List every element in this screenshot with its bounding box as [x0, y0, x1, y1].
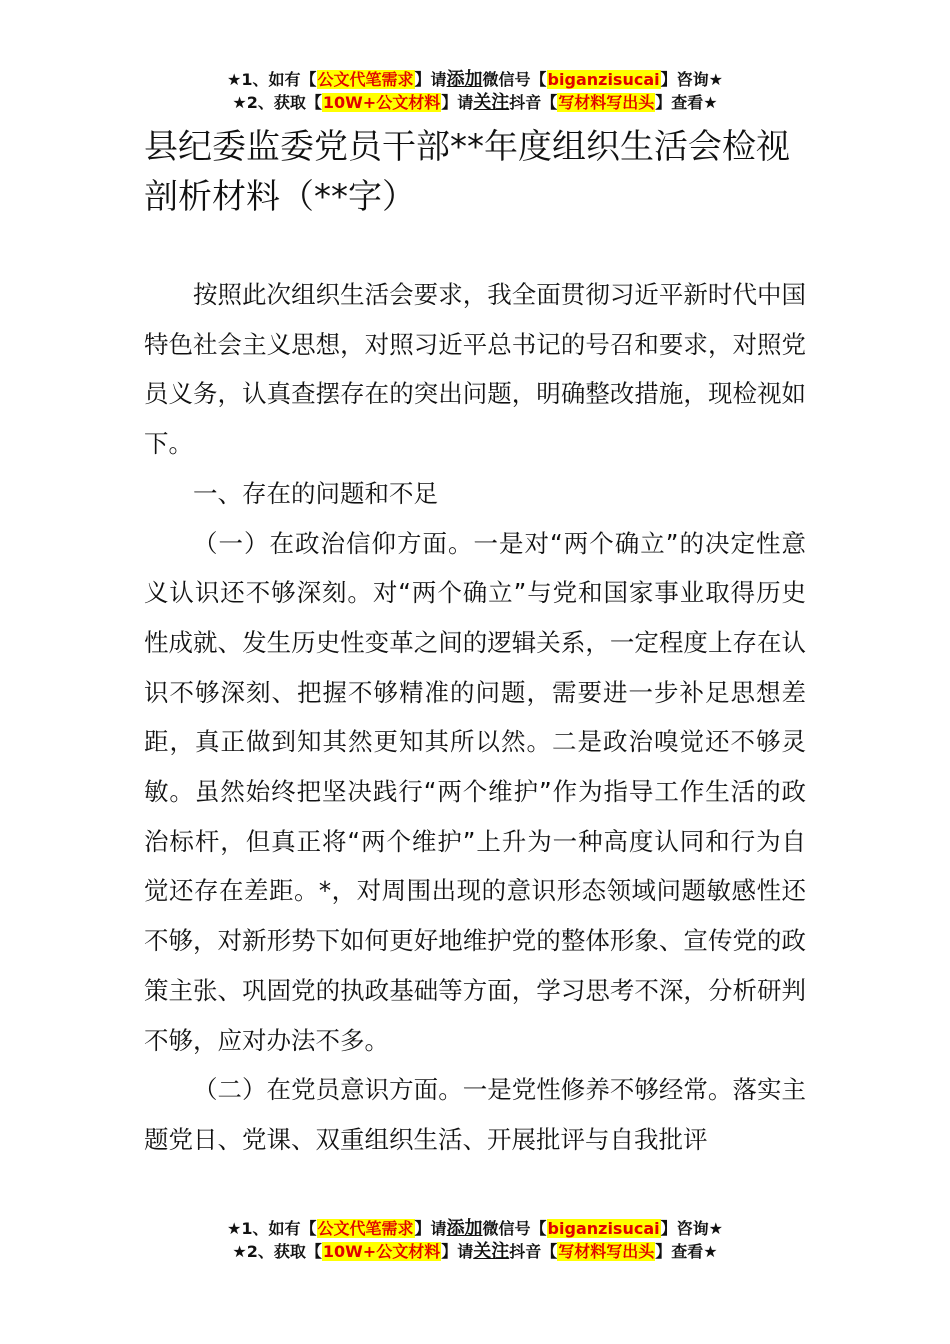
- promo-text: ★2、获取【: [232, 93, 322, 112]
- promo-line-1: [0, 68, 950, 91]
- promo-text: ★1、如有【: [227, 1219, 317, 1238]
- paragraph-political-belief: （一）在政治信仰方面。一是对“两个确立”的决定性意义认识还不够深刻。对“两个确立”与党和国家事业取得历史性成就、发生历史性变革之间的逻辑关系，一定程度上存在认识不够深刻、把握不够精准的问题，需要进一步补足思想差距，真正做到知其然更知其所以然。二是政治嗅觉还不够灵敏。虽然始终把坚决践行“两个维护”作为指导工作生活的政治标杆，但真正将“两个维护”上升为一种高度认同和行为自觉还存在差距。*，对周围出现的意识形态领域问题敏感性还不够，对新形势下如何更好地维护党的整体形象、宣传党的政策主张、巩固党的执政基础等方面，学习思考不深，分析研判不够，应对办法不多。: [144, 528, 806, 1055]
- intro-paragraph: 按照此次组织生活会要求，我全面贯彻习近平新时代中国特色社会主义思想，对照习近平总书记的号召和要求，对照党员义务，认真查摆存在的突出问题，明确整改措施，现检视如下。: [144, 280, 806, 459]
- promo-text: 】咨询★: [660, 70, 723, 89]
- promo-highlight: biganzisucai: [547, 70, 660, 89]
- promo-text: 】请: [441, 93, 474, 112]
- promo-line-2: [0, 91, 950, 114]
- promo-text: 抖音【: [509, 1242, 558, 1261]
- promo-highlight: 写材料写出头: [558, 93, 655, 112]
- promo-highlight: biganzisucai: [547, 1219, 660, 1238]
- promo-text: 】查看★: [655, 93, 718, 112]
- promo-highlight: 公文代笔需求: [317, 70, 414, 89]
- promo-text: 微信号【: [482, 1219, 547, 1238]
- promo-highlight: 写材料写出头: [558, 1242, 655, 1261]
- promo-underline: 关注: [473, 1241, 510, 1262]
- paragraph-party-awareness: （二）在党员意识方面。一是党性修养不够经常。落实主题党日、党课、双重组织生活、开展批评与自我批评: [144, 1075, 806, 1154]
- promo-highlight: 公文代笔需求: [317, 1219, 414, 1238]
- promo-banner-bottom: [0, 1217, 950, 1263]
- promo-text: 】请: [441, 1242, 474, 1261]
- promo-text: ★1、如有【: [227, 70, 317, 89]
- promo-text: 】请: [414, 70, 447, 89]
- document-body: [144, 270, 806, 1165]
- promo-underline: 添加: [446, 1218, 483, 1239]
- promo-line-1: [0, 1217, 950, 1240]
- promo-underline: 添加: [446, 69, 483, 90]
- promo-highlight: 10W+公文材料: [322, 93, 441, 112]
- promo-text: 微信号【: [482, 70, 547, 89]
- promo-line-2: [0, 1240, 950, 1263]
- promo-underline: 关注: [473, 92, 510, 113]
- promo-text: 抖音【: [509, 93, 558, 112]
- promo-highlight: 10W+公文材料: [322, 1242, 441, 1261]
- promo-text: ★2、获取【: [232, 1242, 322, 1261]
- promo-text: 】咨询★: [660, 1219, 723, 1238]
- promo-text: 】查看★: [655, 1242, 718, 1261]
- promo-banner-top: [0, 68, 950, 114]
- section-heading: 一、存在的问题和不足: [193, 478, 438, 508]
- promo-text: 】请: [414, 1219, 447, 1238]
- document-title: 县纪委监委党员干部**年度组织生活会检视剖析材料（**字）: [144, 127, 790, 217]
